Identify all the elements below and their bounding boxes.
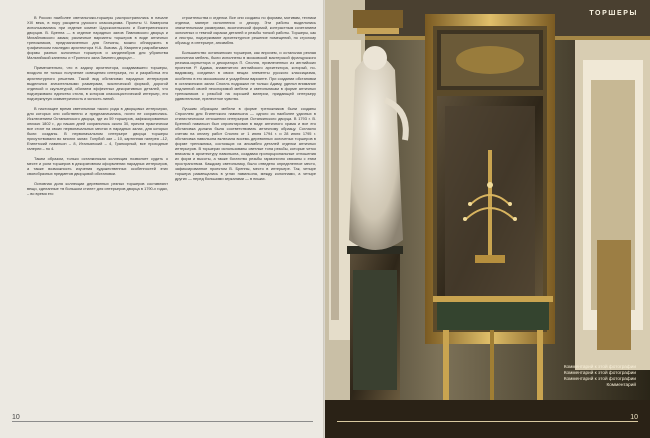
section-title: ТОРШЕРЫ <box>589 10 638 17</box>
paragraph: Лучшим образцом мебели в форме треножников были созданы Спроллем для Египетского павильона — одного из наиболее удачных в стилистическом отношении интерьеров Останкинского дворца. В 1793 г. В. Бренной павильон был спроектирован в виде античного храма и все его обстановка должна была соответствовать античному образцу. Согласно счетам на оплату работ Сполля от 1 июня 1794 г. и 28 июля 1795 г. обстановка павильона включала восемь деревянных золоченых торшеров в форме треножника, состоящих из ансамбля деталей отделки античных интерьеров. В торшерах использованы светлые тона резьбы, которые четко вписаны в архитектуру павильона, создавая пропорциональные отношения их форм и высоты, а также богатство резьбы гармонично связаны с этим пространством. Каждому светильнику, было отведено определенное место, зафиксированное проектом В. Бренны, место в интерьере. Так, четыре торшера размещались в углах павильона, между колоннами, а четыре других — перед большими зеркалами — в нишах. <box>175 105 316 182</box>
text-column-2 <box>175 15 316 186</box>
footer-rule <box>12 421 313 422</box>
column-capital <box>353 10 403 34</box>
footer-rule <box>337 421 638 422</box>
right-page <box>325 0 650 438</box>
text-column-1 <box>27 15 168 202</box>
paragraph: Большинство останкинских торшеров, как впрочем, и остальная резная золоченая мебель, были исполнены в московской мастерской французского резчика-скульптора и декоратора П. Сполля, привлеченных из английских проектов Р. Адама, знаменитого английского архитектора, который, по-видимому, соединил в своих вещах элементы русского классицизма, особенно в его московском и усадебном варианте. При создании обстановки в останкинских залах Сполль подражал не только Адаму, уделял внимание подлинной своей неоспоримой мебели и светильникам в форме античных треножников с резьбой на хорошей материи, придающей интерьеру удивительное, прелестное чувство. <box>175 50 316 101</box>
right-wall-panel <box>575 40 650 370</box>
paragraph: Примечательно, что в задачу архитектора, создававшего торшеры, входило не только получение освещения интерьера, но и разработка его архитектурного решения. Такой вид обстановки парадных интерьеров выделялся значительными размерами, экзотической формой, дорогой отделкой и скульптурой, обилием эффектных декоративных деталей, что подчеркивало единство стиля, в котором классицистический интерьер, его подчеркнутую симметричность и ясность линий. <box>27 65 168 101</box>
tripod-torchere <box>429 296 557 416</box>
paragraph: В России наиболее светильники-торшеры распространились в начале XIX века, в пору расцвета русского классицизма. Проекты Ч. Камерона использовались при отделке комнат Царскосельского и Екатерининского дворцов. В. Бренна — в отделке парадных залов Павловского дворца и Михайловского замка; различные варианты торшеров в виде античных треножников, предназначенных для Гатчины, можно обнаружить в графическом наследии архитектора Н.А. Львова. Д. Кваренги разрабатывал формы разных золоченых торшеров и канделябров для убранства Мальтийской капеллы и «Тронного зала Зимнего дворца»... <box>27 15 168 61</box>
photo-caption: Комментарий к этой фотографии Комментарий к этой фотографии Комментарий к этой фотографии Комментарий <box>563 364 636 388</box>
paragraph: Основная доля коллекции деревянных резных торшеров составляют вещи, сделанные «в большом стиле» для интерьеров дворца в 1790-х годах, – во время его <box>27 181 168 197</box>
paragraph: Таким образом, только останкинская коллекция позволяет судить о месте и роли торшеров в декоративном оформлении парадных интерьеров, а также возможность изучения художественных особенностей этих своеобразных предметов дворцовой обстановки. <box>27 156 168 177</box>
page-number-right: 10 <box>630 414 638 421</box>
page-number-left: 10 <box>12 414 20 421</box>
paragraph: строительства и отделки. Все они созданы по формам, мотивам, техники отделки, манере исполнения и декору. Эти работы выделялись значительными размерами, экзотической формой, контрастным сочетанием золоченых и темной окраски деталей и резьбы тонкой работы. Торшеры, как и люстры, подчеркивают архитектурное решение помещений, по строгому образцу, в интерьере, ансамбля. <box>175 15 316 46</box>
paragraph: В настоящее время светильники такого рода в дворцовых интерьерах, для которых они собственно и предназначались, почти не сохранились. Исключением Останкинского дворца, где из 59 торшеров, зафиксированных описью 1802 г., до наших дней сохранилось около 30, причем практически все стоят на своих первоначальных местах в парадных залах, для которых были созданы. В первоначальном интерьере дворца торшеры присутствовали во многих залах: Голубой зал – 10, картинная галерея –12, Египетский павильон – 8, Итальянский – 4, Гранкорный, все проходные галереи – по 4. <box>27 105 168 152</box>
